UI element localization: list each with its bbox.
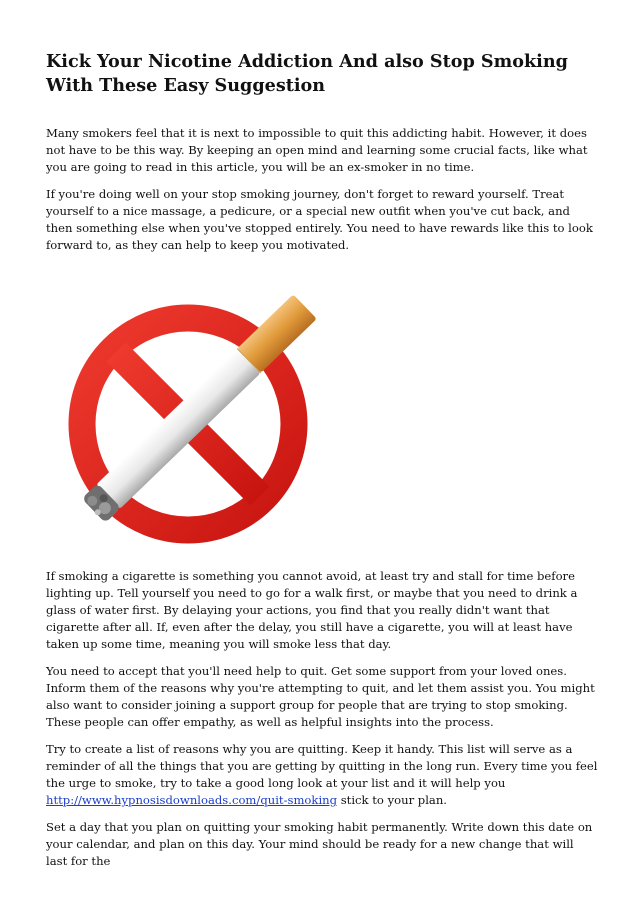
page-title: Kick Your Nicotine Addiction And also Stop Smoking With These Easy Suggestion: [46, 51, 568, 96]
paragraph-delay: If smoking a cigarette is something you cannot avoid, at least try and stall for time before lighting up. Tell yourself you need to go for a walk first, or maybe that you need to drink a glass of water first. By delaying your actions, you find that you really didn't want that cigarette after all. If, even after the delay, you still have a cigarette, you will at least have taken up some time, meaning you will smoke less that day.: [46, 569, 578, 651]
paragraph-quit-day: Set a day that you plan on quitting your smoking habit permanently. Write down this date on your calendar, and plan on this day. Your mind should be ready for a new change that will last for the: [46, 820, 593, 868]
no-smoking-sign-icon: [50, 268, 350, 548]
paragraph-reasons-text: Try to create a list of reasons why you are quitting. Keep it handy. This list will serve as a reminder of all the things that you are getting by quitting in the long run. Every time you feel the urge to smoke, try to take a good long look at your list and it will help you: [46, 742, 598, 790]
paragraph-support: You need to accept that you'll need help to quit. Get some support from your loved ones. Inform them of the reasons why you're attempting to quit, and let them assist you. You might also want to consider joining a support group for people that are trying to stop smoking. These people can offer empathy, as well as helpful insights into the process.: [46, 664, 595, 729]
paragraph-intro: Many smokers feel that it is next to impossible to quit this addicting habit. However, it does not have to be this way. By keeping an open mind and learning some crucial facts, like what you are going to read in this article, you will be an ex-smoker in no time.: [46, 126, 588, 174]
paragraph-reward: If you're doing well on your stop smoking journey, don't forget to reward yourself. Treat yourself to a nice massage, a pedicure, or a special new outfit when you've cut back, and then something else when you've stopped entirely. You need to have rewards like this to look forward to, as they can help to keep you motivated.: [46, 187, 593, 252]
paragraph-reasons: [46, 741, 598, 809]
quit-smoking-link[interactable]: http://www.hypnosisdownloads.com/quit-smoking: [46, 793, 338, 807]
paragraph-reasons-tail: stick to your plan.: [337, 793, 447, 807]
